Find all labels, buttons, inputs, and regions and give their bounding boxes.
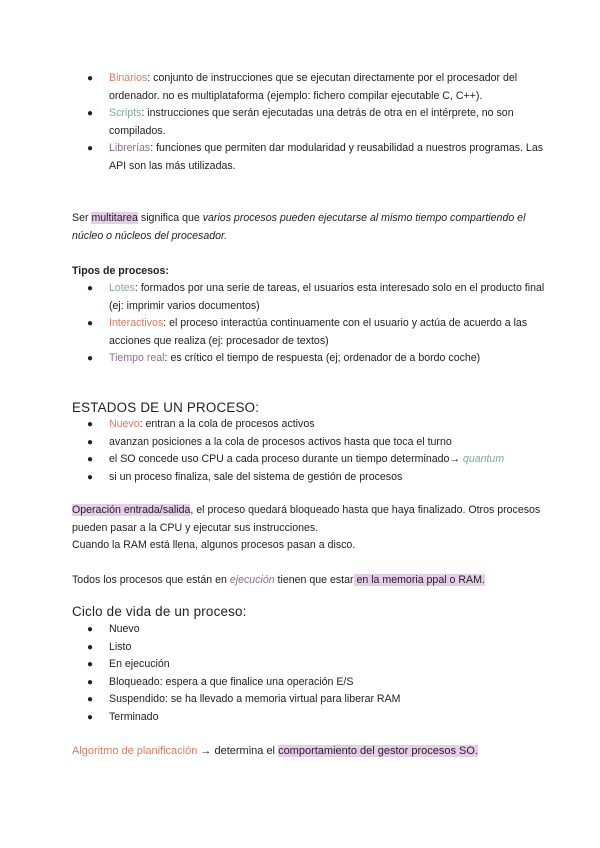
list-item: [87, 656, 547, 674]
term-desc: formados por una serie de tareas, el usuarios esta interesado solo en el producto final (ej: imprimir varios documentos): [109, 282, 545, 312]
bullet: ●: [87, 454, 94, 465]
bullet: ●: [87, 659, 94, 670]
multitarea-paragraph: [72, 210, 542, 245]
list-item: [87, 639, 547, 657]
term-desc: el proceso interactúa continuamente con el usuario y actúa de acuerdo a las acciones que realiza (ej: procesador de textos): [109, 317, 528, 347]
list-item: [87, 621, 547, 639]
process-types-list: [87, 280, 547, 368]
estados-heading: ESTADOS DE UN PROCESO:: [72, 400, 260, 415]
ciclo-heading: Ciclo de vida de un proceso:: [72, 604, 247, 619]
bullet: ●: [87, 318, 94, 329]
bullet: ●: [87, 694, 94, 705]
term-tiempo-real: Tiempo real: [109, 352, 165, 364]
item-text: Suspendido: se ha llevado a memoria virtual para liberar RAM: [109, 693, 401, 705]
list-item: [87, 469, 547, 487]
highlight-comportamiento: comportamiento del gestor procesos SO.: [278, 745, 478, 757]
list-item: [87, 280, 547, 315]
list-item: [87, 416, 547, 434]
lifecycle-list: [87, 621, 547, 726]
term-lotes: Lotes: [109, 282, 135, 294]
bullet: ●: [87, 676, 94, 688]
item-text: Bloqueado: espera a que finalice una operación E/S: [109, 675, 354, 688]
bullet: ●: [87, 143, 94, 154]
term-sep: :: [164, 352, 168, 364]
item-text: En ejecución: [109, 658, 170, 670]
bullet: ●: [87, 283, 94, 294]
item-text: avanzan posiciones a la cola de procesos activos hasta que toca el turno: [109, 435, 452, 448]
term-nuevo: Nuevo: [109, 418, 140, 430]
term-sep: :: [134, 282, 138, 294]
item-text: Listo: [109, 640, 132, 653]
term-desc: instrucciones que serán ejecutadas una detrás de otra en el intérprete, no son compilados.: [109, 107, 514, 137]
list-item: [87, 691, 547, 709]
term-algoritmo: Algoritmo de planificación: [72, 745, 198, 757]
io-paragraph: [72, 502, 542, 555]
term-desc: funciones que permiten dar modularidad y reusabilidad a nuestros programas. Las API son las más utilizadas.: [109, 142, 544, 172]
item-text: el SO concede uso CPU a cada proceso durante un tiempo determinado→: [109, 453, 463, 465]
item-text: si un proceso finaliza, sale del sistema de gestión de procesos: [109, 470, 403, 483]
highlight-multitarea: multitarea: [91, 212, 138, 224]
list-item: [87, 674, 547, 692]
item-text: Nuevo: [109, 623, 140, 635]
text: Cuando la RAM está llena, algunos procesos pasan a disco.: [72, 539, 356, 551]
list-item: [87, 451, 547, 469]
term-quantum: quantum: [462, 453, 505, 465]
bullet: ●: [87, 419, 94, 430]
item-text: Terminado: [109, 710, 159, 723]
list-item: [87, 70, 547, 105]
term-scripts: Scripts: [109, 107, 142, 119]
term-librerias: Librerías: [109, 142, 151, 154]
italic-definition: varios procesos pueden ejecutarse al mismo tiempo compartiendo el núcleo o núcleos del procesador.: [72, 212, 526, 242]
bullet: ●: [87, 624, 94, 635]
term-sep: :: [163, 317, 167, 329]
list-item: [87, 709, 547, 727]
term-sep: :: [147, 72, 151, 84]
text: , el proceso quedará bloqueado hasta que haya finalizado. Otros procesos pueden pasar a la CPU y ejecutar sus instrucciones.: [72, 504, 541, 534]
italic-ejecucion: ejecución: [229, 574, 275, 586]
text: Ser: [72, 212, 92, 224]
bullet: ●: [87, 436, 94, 448]
highlight-ram: en la memoria ppal o RAM.: [353, 574, 485, 586]
bullet: ●: [87, 73, 94, 84]
term-desc: : entran a la cola de procesos activos: [139, 418, 315, 430]
term-desc: conjunto de instrucciones que se ejecutan directamente por el procesador del ordenador. no es multiplataforma (ejemplo: fichero compilar ejecutable C, C++).: [109, 72, 518, 102]
states-list: [87, 416, 547, 486]
bullet: ●: [87, 641, 94, 653]
bullet: ●: [87, 108, 94, 119]
bullet: ●: [87, 353, 94, 364]
list-item: [87, 350, 547, 368]
term-binarios: Binarios: [109, 72, 148, 84]
term-sep: :: [150, 142, 154, 154]
list-item: [87, 140, 547, 175]
bullet: ●: [87, 471, 94, 483]
list-item: [87, 315, 547, 350]
text: significa que: [137, 212, 203, 224]
tipos-heading: Tipos de procesos:: [72, 265, 169, 277]
program-types-list: [87, 70, 547, 175]
list-item: [87, 105, 547, 140]
ejecucion-paragraph: [72, 572, 542, 590]
text: Todos los procesos que están en: [72, 574, 230, 586]
list-item: [87, 434, 547, 452]
term-sep: :: [141, 107, 145, 119]
term-desc: es crítico el tiempo de respuesta (ej; ordenador de a bordo coche): [167, 352, 481, 364]
algoritmo-paragraph: [72, 743, 542, 761]
highlight-io: Operación entrada/salida: [72, 504, 191, 516]
text: tienen que estar: [274, 574, 354, 586]
term-interactivos: Interactivos: [109, 317, 164, 329]
bullet: ●: [87, 711, 94, 723]
text: → determina el: [197, 745, 279, 757]
